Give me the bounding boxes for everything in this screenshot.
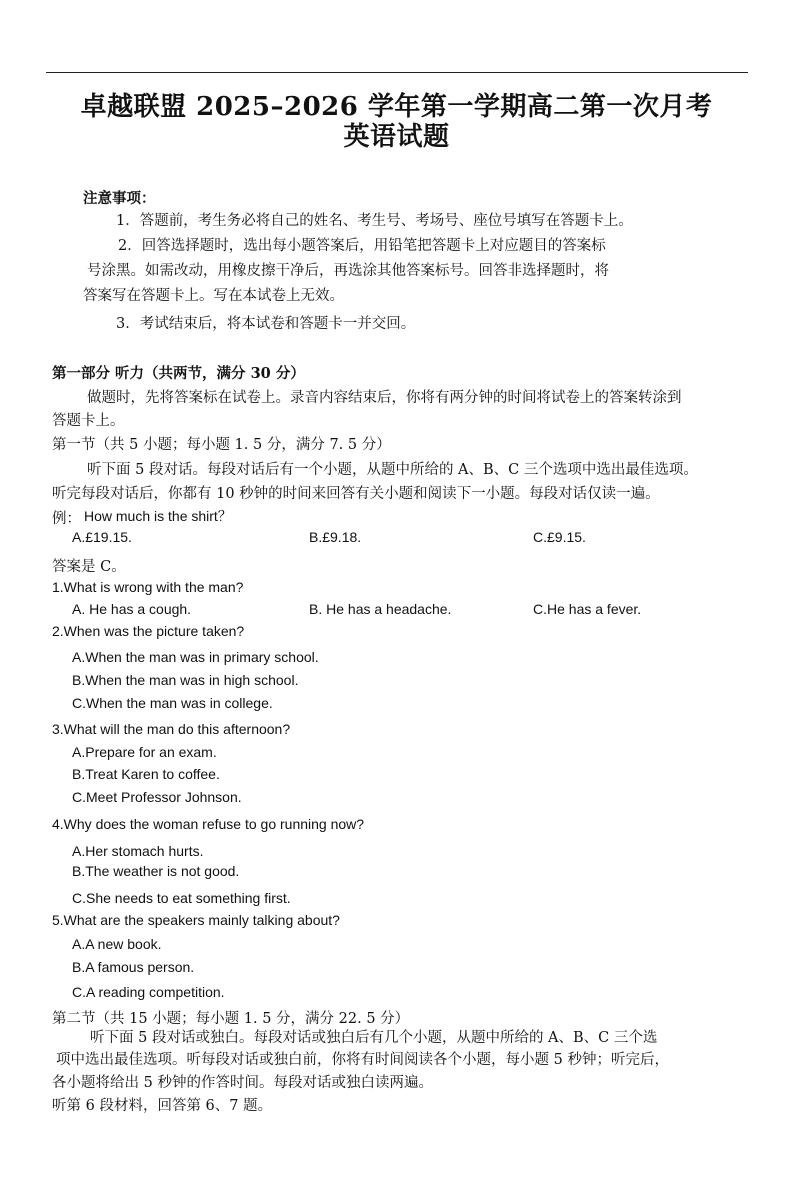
example-option-b: B.£9.18. [309, 529, 362, 545]
notice-heading: 注意事项： [83, 190, 156, 207]
example-option-a: A.£19.15. [72, 529, 132, 545]
part1-intro-line-1: 做题时，先将答案标在试卷上。录音内容结束后，你将有两分钟的时间将试卷上的答案转涂到 [87, 390, 682, 406]
notice-item-3: 3．考试结束后，将本试卷和答题卡一并交回。 [116, 316, 416, 332]
section2-instructions-line-1: 听下面 5 段对话或独白。每段对话或独白后有几个小题，从题中所给的 A、B、C 三个选 [90, 1030, 658, 1046]
example-question: How much is the shirt？ [84, 508, 232, 524]
question-2-option-a: A.When the man was in primary school. [72, 649, 319, 665]
section2-heading: 第二节（共 15 小题；每小题 1. 5 分，满分 22. 5 分） [52, 1011, 410, 1027]
section2-instructions-line-3: 各小题将给出 5 秒钟的作答时间。每段对话或独白读两遍。 [52, 1075, 433, 1091]
part1-heading: 第一部分 听力（共两节，满分 30 分） [52, 365, 305, 382]
question-1: 1.What is wrong with the man? [52, 579, 244, 595]
notice-item-2-line-1: 2．回答选择题时，选出每小题答案后，用铅笔把答题卡上对应题目的答案标 [118, 238, 606, 254]
question-4-option-c: C.She needs to eat something first. [72, 890, 291, 906]
question-1-option-a: A. He has a cough. [72, 601, 192, 617]
question-3-option-b: B.Treat Karen to coffee. [72, 766, 220, 782]
notice-item-2-line-3: 答案写在答题卡上。写在本试卷上无效。 [83, 288, 344, 304]
question-4-option-a: A.Her stomach hurts. [72, 843, 204, 859]
question-2-option-b: B.When the man was in high school. [72, 672, 299, 688]
question-4: 4.Why does the woman refuse to go running now? [52, 816, 365, 832]
section1-instructions-line-2: 听完每段对话后，你都有 10 秒钟的时间来回答有关小题和阅读下一小题。每段对话仅读一遍。 [52, 486, 660, 502]
question-3: 3.What will the man do this afternoon? [52, 721, 291, 737]
example-answer: 答案是 C。 [52, 559, 126, 575]
part1-intro-line-2: 答题卡上。 [52, 413, 125, 429]
question-3-option-a: A.Prepare for an exam. [72, 744, 217, 760]
question-2-option-c: C.When the man was in college. [72, 695, 273, 711]
example-label: 例： [52, 511, 81, 527]
notice-item-1: 1．答题前，考生务必将自己的姓名、考生号、考场号、座位号填写在答题卡上。 [116, 213, 633, 229]
top-rule [46, 72, 748, 73]
question-5-option-b: B.A famous person. [72, 959, 195, 975]
question-3-option-c: C.Meet Professor Johnson. [72, 789, 242, 805]
question-4-option-b: B.The weather is not good. [72, 863, 240, 879]
example-option-c: C.£9.15. [533, 529, 586, 545]
question-5-option-c: C.A reading competition. [72, 984, 225, 1000]
section2-instructions-line-2: 项中选出最佳选项。听每段对话或独白前，你将有时间阅读各个小题，每小题 5 秒钟；听完后， [56, 1052, 669, 1068]
exam-title: 卓越联盟 2025–2026 学年第一学期高二第一次月考 [80, 92, 713, 122]
section2-material-6: 听第 6 段材料，回答第 6、7 题。 [52, 1098, 273, 1114]
section1-instructions-line-1: 听下面 5 段对话。每段对话后有一个小题，从题中所给的 A、B、C 三个选项中选出最佳选项。 [87, 462, 698, 478]
exam-subject: 英语试题 [343, 122, 450, 152]
notice-item-2-line-2: 号涂黑。如需改动，用橡皮擦干净后，再选涂其他答案标号。回答非选择题时，将 [87, 263, 609, 279]
question-5-option-a: A.A new book. [72, 936, 162, 952]
section1-heading: 第一节（共 5 小题；每小题 1. 5 分，满分 7. 5 分） [52, 437, 391, 453]
question-5: 5.What are the speakers mainly talking about? [52, 912, 340, 928]
question-2: 2.When was the picture taken? [52, 623, 245, 639]
question-1-option-b: B. He has a headache. [309, 601, 452, 617]
question-1-option-c: C.He has a fever. [533, 601, 642, 617]
